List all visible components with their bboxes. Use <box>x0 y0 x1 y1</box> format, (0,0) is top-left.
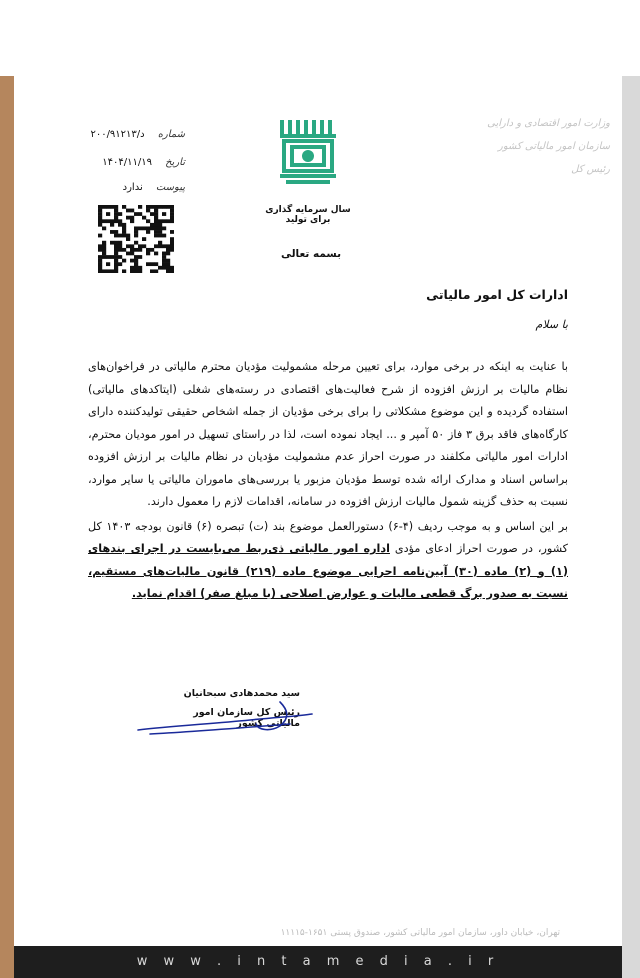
body-paragraph-2 <box>88 516 568 606</box>
footer-website-link[interactable]: w w w . i n t a m e d i a . i r <box>136 954 500 969</box>
signatory-title: رئیس کل سازمان امور مالیاتی کشور <box>193 707 300 729</box>
qr-code-icon <box>98 205 174 273</box>
org-line-organization: سازمان امور مالیاتی کشور <box>498 141 610 152</box>
letter-attachment-value: ندارد <box>122 182 143 193</box>
letter-date-row <box>70 150 185 169</box>
letter-body <box>88 356 568 606</box>
slogan-text: سال سرمایه گذاری برای تولید <box>265 205 351 225</box>
letter-number-value: د/۲۰۰/۹۱۲۱۳ <box>90 129 145 140</box>
basmala-text: بسمه تعالی <box>280 248 342 260</box>
top-margin <box>0 0 640 76</box>
org-line-ministry: وزارت امور اقتصادی و دارایی <box>487 118 610 129</box>
recipient-line: ادارات کل امور مالیاتی <box>426 287 568 302</box>
signatory-name: سید محمدهادی سبحانیان <box>183 688 300 699</box>
handwritten-signature <box>130 696 320 742</box>
tax-organization-logo-icon <box>276 114 340 186</box>
letter-attachment-label: پیوست <box>155 182 185 193</box>
letter-date-value: ۱۴۰۴/۱۱/۱۹ <box>102 157 152 168</box>
org-line-head: رئیس کل <box>571 164 610 175</box>
left-border-strip <box>0 76 14 978</box>
letter-date-label: تاریخ <box>165 157 185 168</box>
body-paragraph-2-intro: بر این اساس و به موجب ردیف (۴-۶) دستورالعمل موضوع بند (ت) تبصره (۶) قانون بودجه ۱۴۰۳ کل کشور، در صورت احراز ادعای مؤدی <box>88 519 569 555</box>
body-paragraph-2-emphasis: اداره امور مالیاتی ذی‌ربط می‌بایست در اجرای بندهای (۱) و (۲) ماده (۳۰) آیین‌نامه اجرایی موضوع ماده (۲۱۹) قانون مالیات‌های مستقیم، نسبت به صدور برگ قطعی مالیات و عوارض اصلاحی (با مبلغ صفر) اقدام نماید. <box>88 542 568 600</box>
letter-attachment-row <box>70 175 185 194</box>
right-border-strip <box>622 76 640 978</box>
letter-number-row <box>70 122 185 141</box>
footer-bar <box>14 946 622 978</box>
body-paragraph-1: با عنایت به اینکه در برخی موارد، برای تعیین مرحله مشمولیت مؤدیان محترم مالیاتی در فراخوان‌های نظام مالیات بر ارزش افزوده از شرح فعالیت‌های اقتصادی در رسته‌های شغلی (ایتاکدهای مالیاتی) استفاده گردیده و این موضوع مشکلاتی را برای برخی مؤدیان از جمله اشخاص حقیقی تولیدکننده دارای کارگاه‌های فاقد برق ۳ فاز ۵۰ آمپر و ... ایجاد نموده است، لذا در راستای تسهیل در امور مودیان محترم، ادارات امور مالیاتی مکلفند در صورت احراز عدم مشمولیت مؤدیان در نظام مالیات بر ارزش افزوده براساس اسناد و مدارک ارائه شده توسط مؤدیان مزبور یا بررسی‌های ماموران مالیاتی یا سایر موارد، نسبت به حذف گزینه شمول مالیات ارزش افزوده در سامانه، اقدامات لازم را معمول دارند. <box>88 360 568 508</box>
greeting-line: با سلام <box>535 318 568 331</box>
letter-number-label: شماره <box>157 129 185 140</box>
org-header-block <box>470 118 610 175</box>
footer-address: تهران، خیابان داور، سازمان امور مالیاتی کشور، صندوق پستی ۱۶۵۱-۱۱۱۱۵ <box>280 928 560 938</box>
